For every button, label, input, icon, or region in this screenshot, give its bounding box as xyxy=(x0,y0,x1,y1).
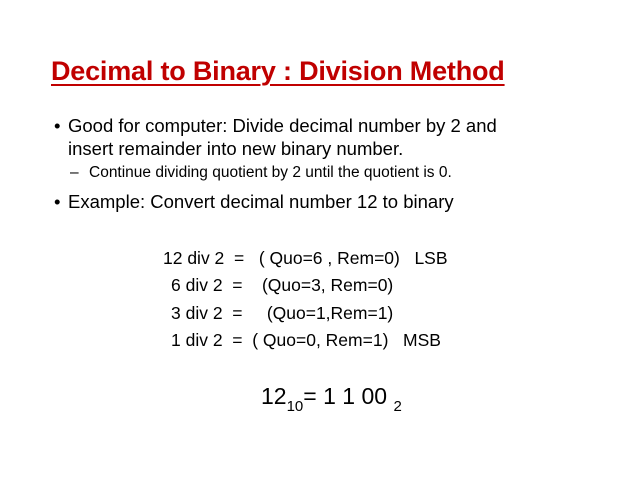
division-step-4: 1 div 2 = ( Quo=0, Rem=1) MSB xyxy=(171,330,441,350)
result-base-2-subscript: 2 xyxy=(393,398,402,415)
sub-bullet-marker: – xyxy=(70,164,79,181)
sub-bullet-text: Continue dividing quotient by 2 until the quotient is 0. xyxy=(89,164,452,181)
bullet-marker: • xyxy=(54,191,61,212)
result-base-10-subscript: 10 xyxy=(286,398,304,415)
bullet-text-line1: Good for computer: Divide decimal number by 2 and xyxy=(68,115,497,136)
division-step-1: 12 div 2 = ( Quo=6 , Rem=0) LSB xyxy=(163,248,448,268)
result-binary-digits: = 1 1 00 xyxy=(303,383,394,409)
result-decimal-number: 12 xyxy=(261,383,287,409)
bullet-text-line2: insert remainder into new binary number. xyxy=(68,138,404,159)
bullet-text: Example: Convert decimal number 12 to binary xyxy=(68,191,454,212)
binary-result xyxy=(261,381,402,415)
slide-title: Decimal to Binary : Division Method xyxy=(51,56,505,86)
division-step-3: 3 div 2 = (Quo=1,Rem=1) xyxy=(171,303,394,323)
division-step-2: 6 div 2 = (Quo=3, Rem=0) xyxy=(171,275,394,295)
bullet-marker: • xyxy=(54,115,61,136)
